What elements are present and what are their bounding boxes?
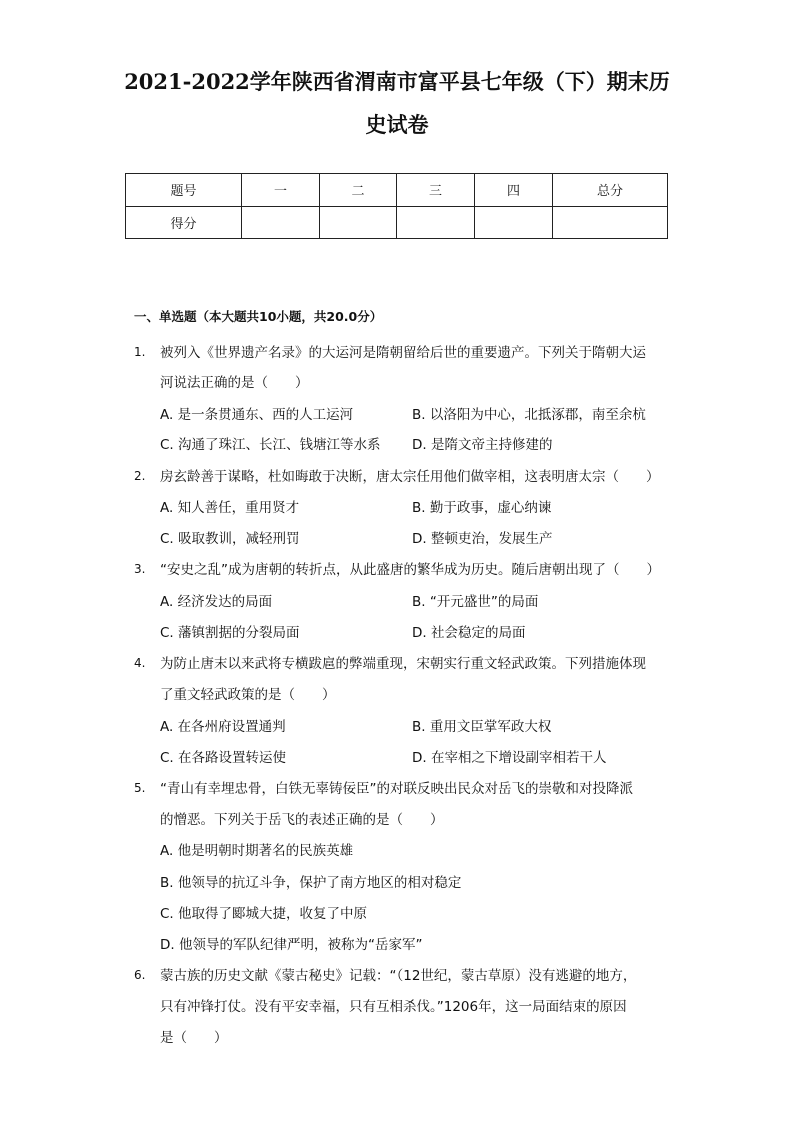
option-b[interactable]: B. 他领导的抗辽斗争，保护了南方地区的相对稳定 <box>160 875 462 891</box>
score-header-cell: 二 <box>320 174 397 207</box>
option-d[interactable]: D. 在宰相之下增设副宰相若干人 <box>412 750 607 766</box>
question-stem-line: 的憎恶。下列关于岳飞的表述正确的是（ ） <box>160 812 444 828</box>
option-c[interactable]: C. 他取得了郾城大捷，收复了中原 <box>160 906 368 922</box>
score-value-cell <box>475 206 553 239</box>
question-stem-line: 被列入《世界遗产名录》的大运河是隋朝留给后世的重要遗产。下列关于隋朝大运 <box>160 345 646 361</box>
question-stem-line: 只有冲锋打仗。没有平安幸福，只有互相杀伐。”1206年，这一局面结束的原因 <box>160 999 627 1015</box>
score-value-cell <box>397 206 475 239</box>
exam-title-line2: 史试卷 <box>365 112 429 137</box>
option-a[interactable]: A. 是一条贯通东、西的人工运河 <box>160 407 354 423</box>
question-stem-line: 为防止唐末以来武将专横跋扈的弊端重现，宋朝实行重文轻武政策。下列措施体现 <box>160 656 646 672</box>
score-label-cell: 得分 <box>126 206 242 239</box>
question-stem-line: 了重文轻武政策的是（ ） <box>160 687 336 703</box>
option-a[interactable]: A. 在各州府设置通判 <box>160 719 286 735</box>
question-number: 1. <box>134 345 146 359</box>
option-c[interactable]: C. 吸取教训，减轻刑罚 <box>160 531 300 547</box>
option-b[interactable]: B. 勤于政事，虚心纳谏 <box>412 500 552 516</box>
score-value-cell <box>553 206 668 239</box>
question-stem-line: “安史之乱”成为唐朝的转折点，从此盛唐的繁华成为历史。随后唐朝出现了（ ） <box>160 562 660 578</box>
score-header-row <box>126 174 668 207</box>
option-a[interactable]: A. 经济发达的局面 <box>160 594 273 610</box>
option-b[interactable]: B. “开元盛世”的局面 <box>412 594 539 610</box>
score-value-row <box>126 206 668 239</box>
question-number: 5. <box>134 781 146 795</box>
score-value-cell <box>242 206 320 239</box>
option-c[interactable]: C. 藩镇割据的分裂局面 <box>160 625 300 641</box>
score-value-cell <box>320 206 397 239</box>
question-stem-line: 是（ ） <box>160 1030 228 1046</box>
score-table <box>125 173 668 239</box>
question-stem-line: 房玄龄善于谋略，杜如晦敢于决断，唐太宗任用他们做宰相，这表明唐太宗（ ） <box>160 469 660 485</box>
option-c[interactable]: C. 在各路设置转运使 <box>160 750 287 766</box>
question-number: 3. <box>134 562 146 576</box>
option-d[interactable]: D. 整顿吏治，发展生产 <box>412 531 553 547</box>
option-b[interactable]: B. 重用文臣掌军政大权 <box>412 719 552 735</box>
score-header-cell: 一 <box>242 174 320 207</box>
score-header-cell: 三 <box>397 174 475 207</box>
option-c[interactable]: C. 沟通了珠江、长江、钱塘江等水系 <box>160 437 381 453</box>
option-a[interactable]: A. 知人善任，重用贤才 <box>160 500 300 516</box>
option-d[interactable]: D. 是隋文帝主持修建的 <box>412 437 553 453</box>
option-b[interactable]: B. 以洛阳为中心，北抵涿郡，南至余杭 <box>412 407 646 423</box>
question-number: 4. <box>134 656 146 670</box>
question-stem-line: 河说法正确的是（ ） <box>160 375 309 391</box>
question-stem-line: “青山有幸埋忠骨，白铁无辜铸佞臣”的对联反映出民众对岳飞的崇敬和对投降派 <box>160 781 633 797</box>
exam-title-line1: 2021-2022学年陕西省渭南市富平县七年级（下）期末历 <box>124 69 670 94</box>
score-header-cell: 四 <box>475 174 553 207</box>
question-stem-line: 蒙古族的历史文献《蒙古秘史》记载：“（12世纪，蒙古草原）没有逃避的地方， <box>160 968 637 984</box>
score-header-cell: 题号 <box>126 174 242 207</box>
score-header-cell: 总分 <box>553 174 668 207</box>
section-heading: 一、单选题（本大题共10小题，共20.0分） <box>134 309 383 324</box>
question-number: 6. <box>134 968 146 982</box>
question-number: 2. <box>134 469 146 483</box>
option-d[interactable]: D. 他领导的军队纪律严明，被称为“岳家军” <box>160 937 423 953</box>
option-a[interactable]: A. 他是明朝时期著名的民族英雄 <box>160 843 354 859</box>
option-d[interactable]: D. 社会稳定的局面 <box>412 625 526 641</box>
